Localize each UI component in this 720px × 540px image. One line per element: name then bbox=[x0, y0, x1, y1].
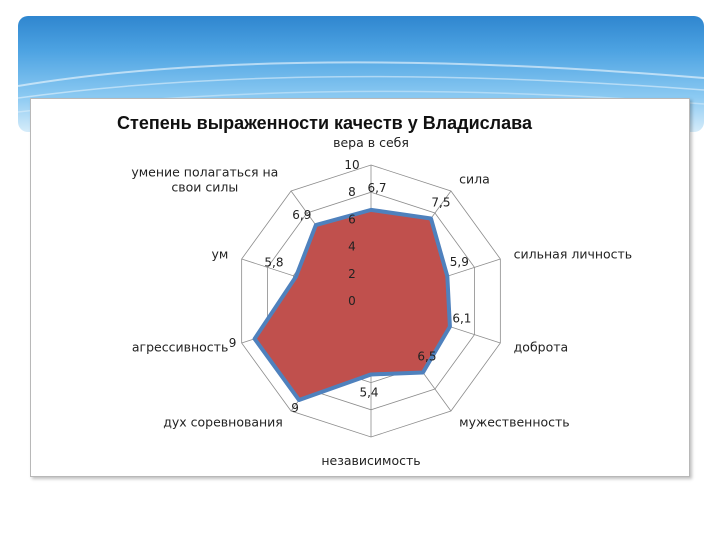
axis-label bbox=[321, 453, 420, 468]
data-point bbox=[429, 217, 432, 220]
data-label: 6,5 bbox=[417, 349, 437, 364]
radial-tick-label: 8 bbox=[348, 185, 356, 200]
data-point bbox=[446, 275, 449, 278]
data-point bbox=[370, 208, 373, 211]
data-label: 6,7 bbox=[367, 180, 387, 195]
data-label: 9 bbox=[291, 401, 299, 416]
data-label: 5,9 bbox=[449, 255, 469, 270]
axis-label bbox=[459, 172, 490, 187]
data-label: 6,9 bbox=[292, 208, 312, 223]
data-label: 5,8 bbox=[264, 255, 284, 270]
chart-frame bbox=[30, 98, 690, 477]
data-point bbox=[294, 275, 297, 278]
axis-label-line: независимость bbox=[321, 453, 421, 468]
axis-label bbox=[333, 135, 409, 150]
radial-tick-label: 10 bbox=[344, 158, 360, 172]
axis-label-line: доброта bbox=[513, 339, 569, 355]
data-point bbox=[421, 371, 424, 374]
axis-label bbox=[514, 339, 569, 354]
radar-chart bbox=[31, 99, 689, 476]
data-label: 5,4 bbox=[359, 385, 379, 400]
radial-tick-label: 6 bbox=[348, 212, 356, 227]
axis-label-line: сила bbox=[459, 171, 490, 187]
chart-title: Степень выраженности качеств у Владислава bbox=[117, 113, 532, 133]
data-point bbox=[314, 224, 317, 227]
radial-tick-label: 4 bbox=[348, 239, 356, 254]
data-point bbox=[448, 325, 451, 328]
axis-label bbox=[132, 339, 228, 354]
axis-label-line: дух соревнования bbox=[163, 414, 283, 430]
data-point bbox=[370, 373, 373, 376]
radial-tick-label: 0 bbox=[348, 294, 356, 308]
axis-label-line: вера в себя bbox=[333, 135, 409, 150]
axis-label-line: агрессивность bbox=[131, 339, 229, 355]
axis-label-line: умение полагаться на bbox=[131, 164, 279, 180]
data-label: 9 bbox=[228, 335, 237, 350]
data-label: 6,1 bbox=[452, 311, 472, 326]
axis-label bbox=[212, 247, 229, 262]
radial-tick-label: 2 bbox=[348, 266, 356, 281]
axis-label-line: мужественность bbox=[459, 414, 570, 430]
axis-label bbox=[163, 414, 283, 429]
axis-label-line: свои силы bbox=[171, 179, 239, 195]
axis-label bbox=[459, 414, 570, 429]
axis-label bbox=[131, 165, 278, 195]
data-point bbox=[253, 337, 256, 340]
axis-label-line: ум bbox=[211, 246, 229, 262]
data-label: 7,5 bbox=[431, 195, 451, 210]
axis-label bbox=[514, 247, 633, 262]
axis-label-line: сильная личность bbox=[513, 246, 633, 262]
